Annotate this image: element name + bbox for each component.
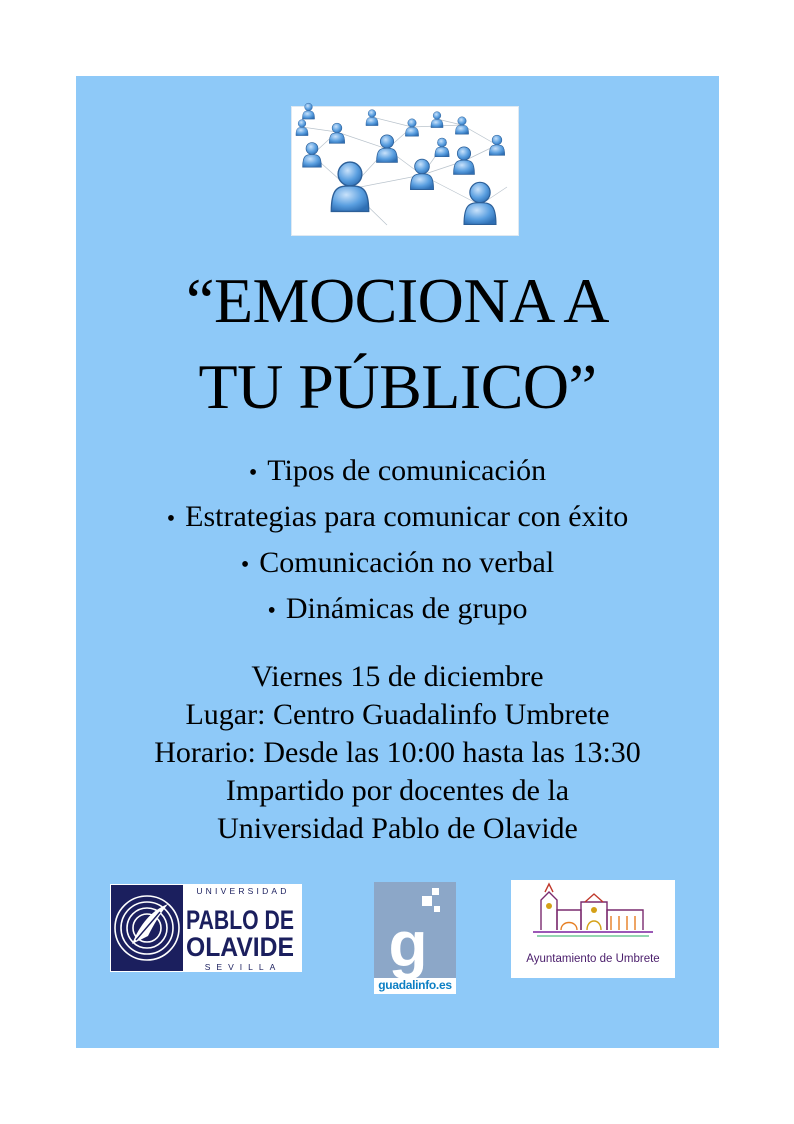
event-place: Lugar: Centro Guadalinfo Umbrete bbox=[185, 698, 610, 731]
event-teachers-2: Universidad Pablo de Olavide bbox=[217, 812, 578, 845]
event-date: Viernes 15 de diciembre bbox=[251, 660, 544, 693]
guadalinfo-logo bbox=[374, 882, 456, 994]
umbrete-logo bbox=[511, 880, 675, 978]
topic-item: • Comunicación no verbal bbox=[240, 546, 555, 579]
guadalinfo-g-letter: g bbox=[388, 908, 428, 980]
bullet: • bbox=[267, 598, 276, 624]
event-info bbox=[76, 658, 719, 848]
upo-top-text: UNIVERSIDAD bbox=[196, 886, 290, 896]
topics-list bbox=[76, 449, 719, 633]
poster bbox=[76, 76, 719, 1048]
upo-line1: PABLO DE bbox=[186, 905, 294, 935]
bullet: • bbox=[240, 552, 250, 578]
upo-logo bbox=[110, 884, 302, 972]
guadalinfo-text: guadalinfo.es bbox=[378, 978, 452, 992]
topic-item: • Tipos de comunicación bbox=[248, 454, 547, 487]
topic-item: • Estrategias para comunicar con éxito bbox=[166, 500, 629, 533]
upo-bottom-text: SEVILLA bbox=[204, 962, 282, 972]
title-line-2: TU PÚBLICO” bbox=[198, 351, 597, 422]
poster-title bbox=[76, 258, 719, 430]
bullet: • bbox=[248, 460, 258, 486]
event-teachers-1: Impartido por docentes de la bbox=[225, 774, 570, 807]
people-network-image bbox=[291, 106, 519, 236]
title-line-1: “EMOCIONA A bbox=[186, 265, 609, 336]
topic-item: • Dinámicas de grupo bbox=[267, 592, 528, 625]
bullet: • bbox=[166, 506, 176, 532]
umbrete-text: Ayuntamiento de Umbrete bbox=[526, 953, 660, 965]
event-schedule: Horario: Desde las 10:00 hasta las 13:30 bbox=[154, 736, 641, 769]
upo-line2: OLAVIDE bbox=[186, 932, 294, 962]
